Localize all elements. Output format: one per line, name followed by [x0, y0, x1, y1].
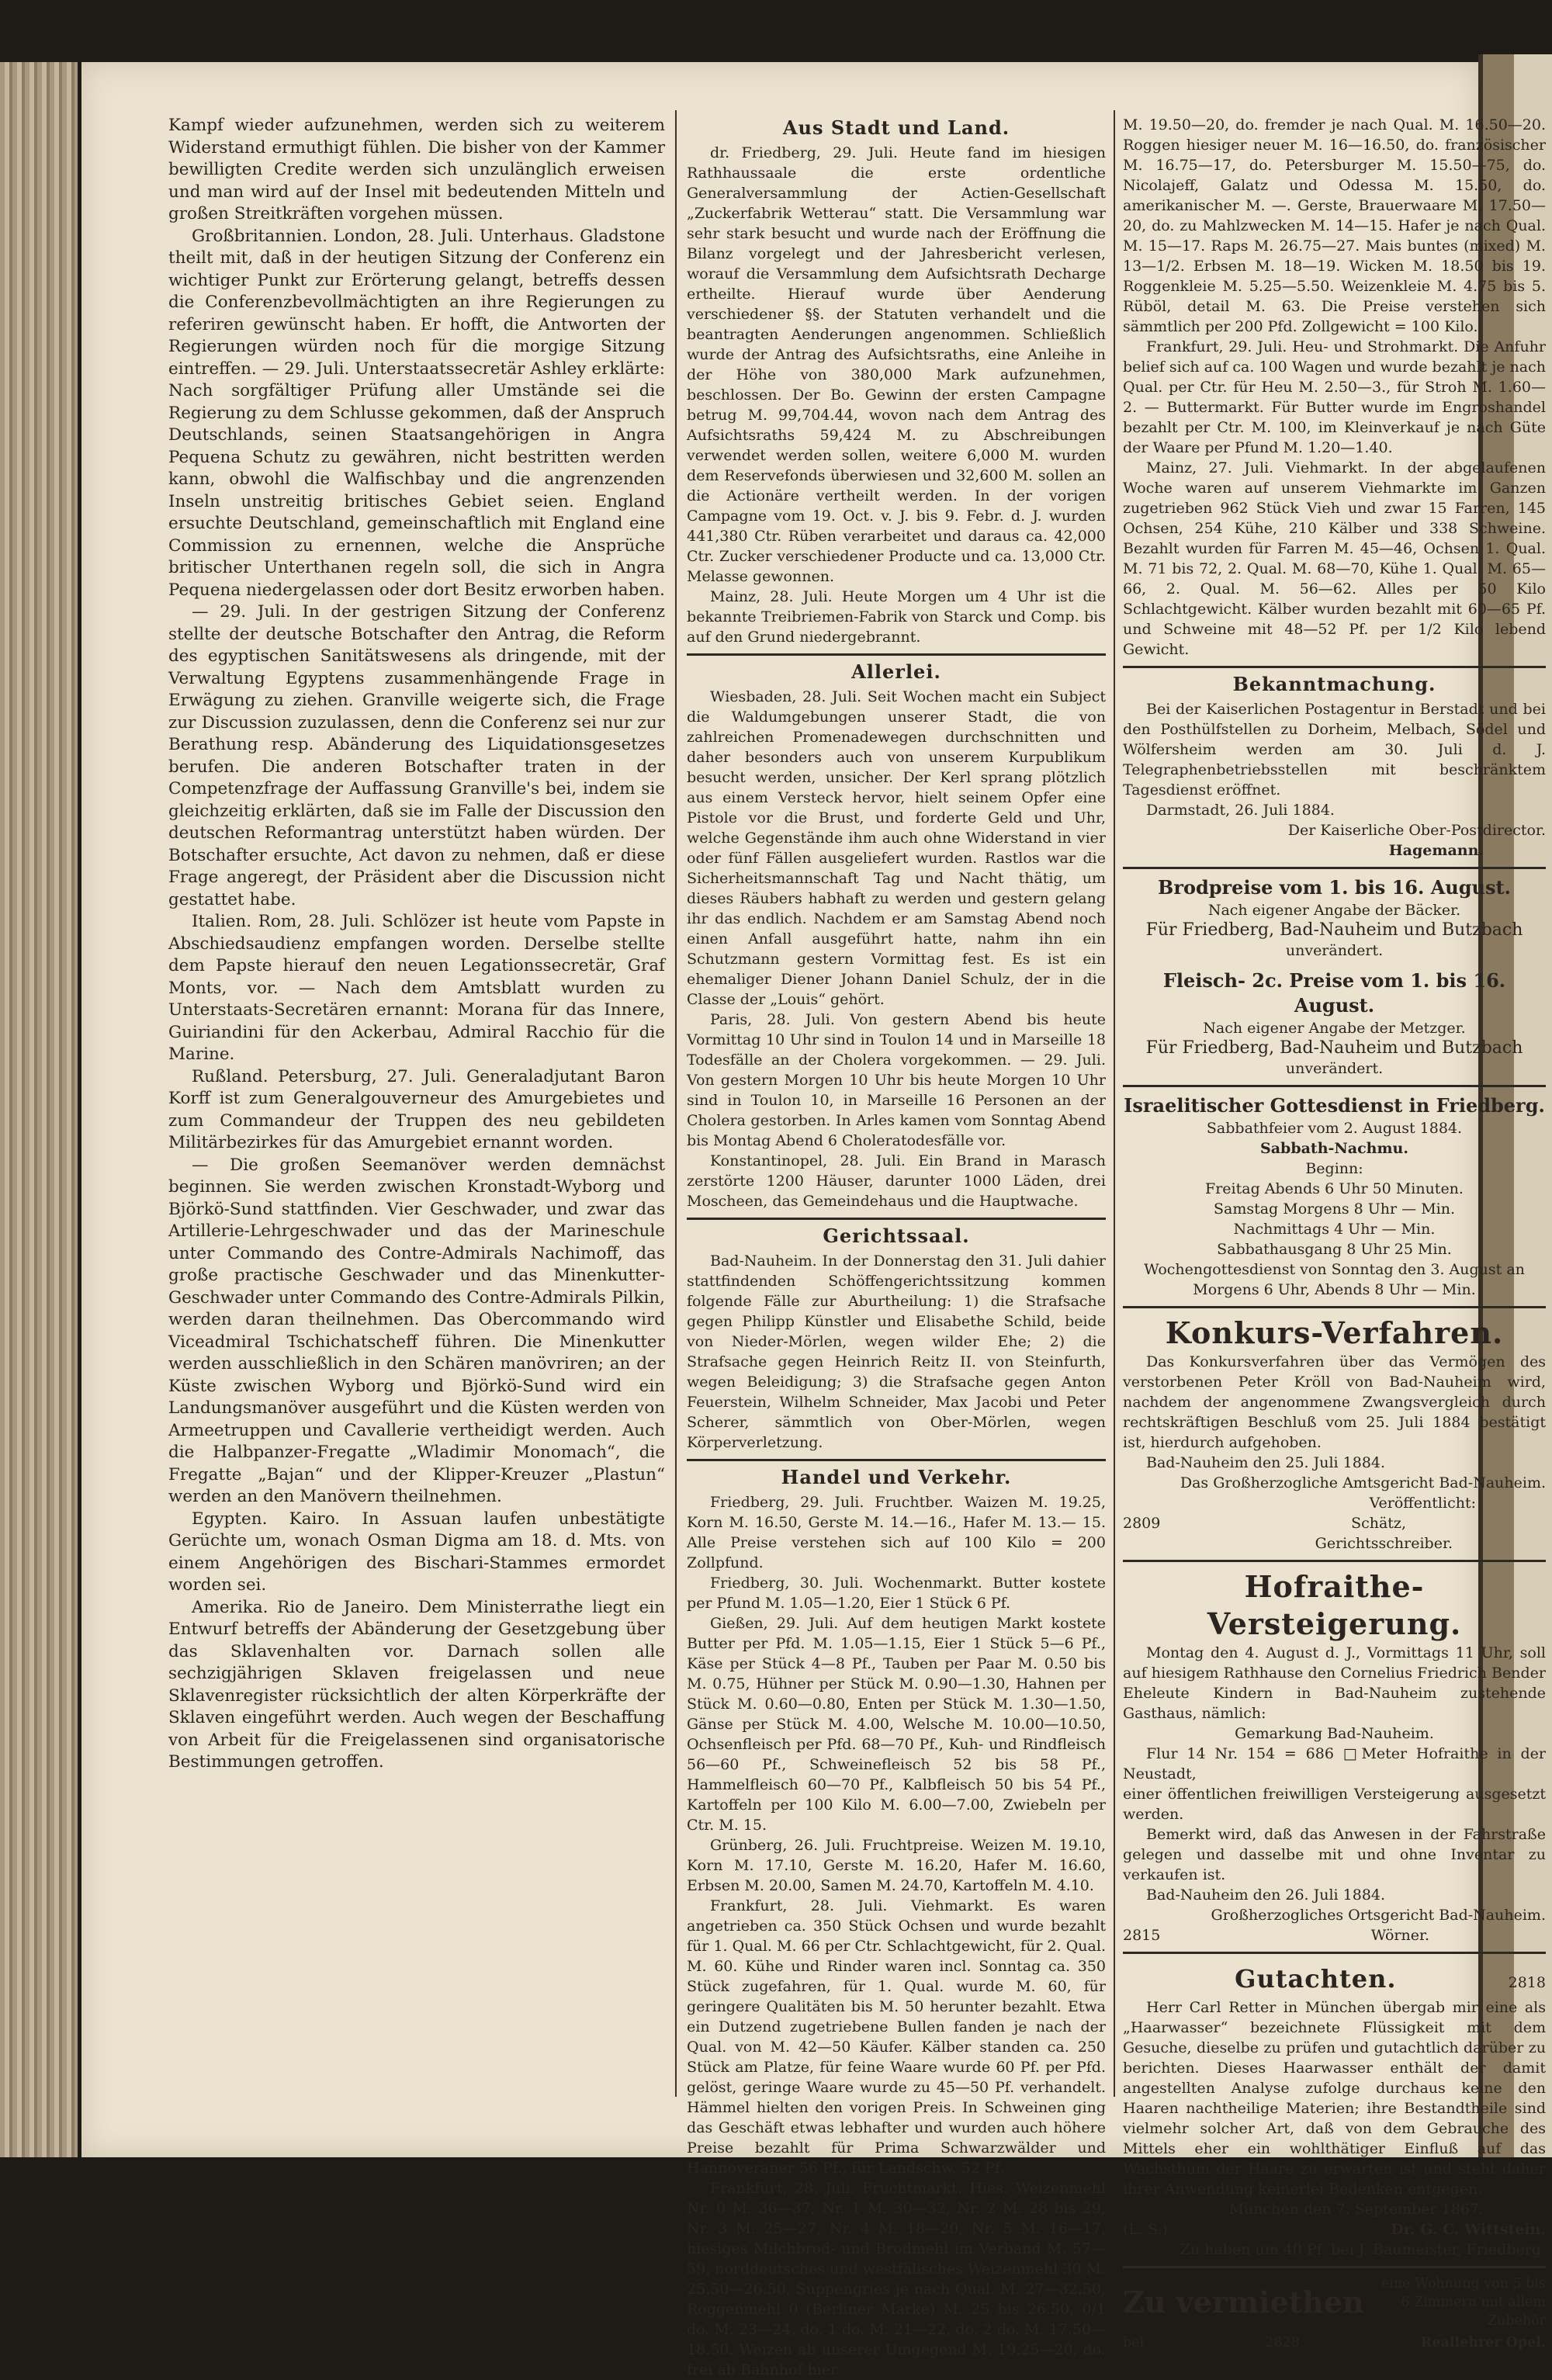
section-title-gericht: Gerichtssaal. — [823, 1225, 970, 1247]
divider — [687, 1459, 1106, 1461]
section-title-handel: Handel und Verkehr. — [781, 1466, 1012, 1488]
divider — [1123, 1306, 1546, 1308]
gottes-beginn: Beginn: — [1305, 1160, 1363, 1177]
notice-konkurs — [1123, 1315, 1546, 1554]
divider — [1123, 1952, 1546, 1954]
divider — [687, 653, 1106, 656]
konkurs-role: Gerichtsschreiber. — [1315, 1535, 1453, 1552]
brod-status: unverändert. — [1285, 942, 1384, 959]
notice-brodpreise — [1123, 875, 1546, 1079]
konkurs-date: Bad-Nauheim den 25. Juli 1884. — [1146, 1454, 1386, 1471]
gottes-line: Nachmittags 4 Uhr — Min. — [1233, 1221, 1436, 1238]
gottes-subtitle: Sabbathfeier vom 2. August 1884. — [1206, 1120, 1463, 1137]
section-title-allerlei: Allerlei. — [851, 660, 941, 683]
notice-name: Hagemann. — [1388, 842, 1484, 859]
paragraph: Grünberg, 26. Juli. Fruchtpreise. Weizen M. 19.10, Korn M. 17.10, Gerste M. 16.20, Hafer M. 16.60, Erbsen M. 20.00, Samen M. 24.70, Kartoffeln M. 4.10. — [687, 1837, 1106, 1894]
paragraph: dr. Friedberg, 29. Juli. Heute fand im hiesigen Rathhaussaale die erste ordentliche Generalversammlung der Actien-Gesellschaft „Zuckerfabrik Wetterau“ statt. Die Versammlung war sehr stark besucht und wurde nach der Eröffnung die Bilanz vorgelegt und der Jahresbericht verlesen, worauf die Versammlung dem Aufsichtsrath Decharge ertheilte. Hierauf wurde über Aenderung verschiedener §§. der Statuten verhandelt und die beantragten Aenderungen angenommen. Schließlich wurde der Antrag des Aufsichtsraths, eine Anleihe in der Höhe von 380,000 Mark aufzunehmen, beschlossen. Der Bo. Gewinn der ersten Campagne betrug M. 99,704.44, wovon nach dem Antrag des Aufsichtsraths 59,424 M. zu Abschreibungen verwendet werden sollen, weitere 6,000 M. wurden dem Reservefonds überwiesen und 32,600 M. sollen an die Actionäre vertheilt werden. In der vorigen Campagne vom 19. Oct. v. J. bis 9. Febr. d. J. wurden 441,380 Ctr. Rüben verarbeitet und daraus ca. 42,000 Ctr. Zucker verschiedener Producte und ca. 13,000 Ctr. Melasse gewonnen. — [687, 144, 1106, 585]
column-ads — [1123, 115, 1546, 2352]
gottes-line: Samstag Morgens 8 Uhr — Min. — [1213, 1200, 1456, 1218]
paragraph: Frankfurt, 28. Juli. Fruchtmarkt. Hies. Weizenmehl Nr. 0 M. 36—37, Nr. 1 M. 30—32, Nr. 2 M. 28 bis 29, Nr. 3 M. 25—27, Nr. 4 M. 18—20, Nr. 5 M. 16—17, hiesiges Milchbrod- und Brodmehl im Verband M. 57—59, norddeutsches und westfälisches Weizenmehl 30 M. 25.50—26.50, Suppengries je nach Qual. M. 27—32.50, Roggenmehl 0 (Berliner Marke) M. 25 bis 26.50, 0/1 do. M. 23—24, do. 1 do. M. 21—22, do. 2 do. M. 17.50—18.50. Weizen ab unserer Umgegend M. 19.25—20, do. frei ab Bahnhof hier — [687, 2180, 1106, 2378]
paragraph: Gießen, 29. Juli. Auf dem heutigen Markt kostete Butter per Pfd. M. 1.05—1.15, Eier 1 Stück 5—6 Pf., Käse per Stück 4—8 Pf., Tauben per Paar M. 0.50 bis M. 0.75, Hühner per Stück M. 0.90—1.30, Hahnen per Stück M. 0.60—0.80, Enten per Stück M. 1.30—1.50, Gänse per Stück M. 4.00, Welsche M. 10.00—10.50, Ochsenfleisch per Pfd. 68—70 Pf., Kuh- und Rindfleisch 56—60 Pf., Schweinefleisch 52 bis 58 Pf., Hammelfleisch 60—70 Pf., Kalbfleisch 50 bis 54 Pf., Kartoffeln per 100 Kilo M. 6.00—7.00, Zwiebeln per Ctr. M. 15. — [687, 1615, 1106, 1834]
fleisch-title: Fleisch- 2c. Preise vom 1. bis 16. August. — [1162, 969, 1506, 1017]
gut-text: Herr Carl Retter in München übergab mir eine als „Haarwasser“ bezeichnete Flüssigkeit mit dem Gesuche, dieselbe zu prüfen und gutachtlich darüber zu berichten. Dieses Haarwasser enthält der damit angestellten Analyse zufolge durchaus keine den Haaren nachtheilige Materien; ihre Bestandtheile sind vielmehr solcher Art, daß von dem Gebrauche des Mittels eher ein wohlthätiger Einfluß auf das Wachsthum der Haare zu erwarten ist und steht daher ihrer Anwendung keinerlei Bedenken entgegen. — [1123, 1999, 1546, 2198]
fleisch-subtitle: Nach eigener Angabe der Metzger. — [1203, 1020, 1466, 1037]
hof-flur: Flur 14 Nr. 154 = 686 □Meter Hofraithe in der Neustadt, — [1123, 1745, 1546, 1782]
paragraph: M. 19.50—20, do. fremder je nach Qual. M. 16.50—20. Roggen hiesiger neuer M. 16—16.50, do. französischer M. 16.75—17, do. Petersburger M. 15.50—75, do. Nicolajeff, Galatz und Odessa M. 15.50, do. amerikanischer M. —. Gerste, Brauerwaare M. 17.50—20, do. zu Mahlzwecken M. 14—15. Hafer je nach Qual. M. 15—17. Raps M. 26.75—27. Mais buntes (mixed) M. 13—1/2. Erbsen M. 18—19. Wicken M. 18.50 bis 19. Roggenkleie M. 5.25—5.50. Weizenkleie M. 4.75 bis 5. Rüböl, detail M. 63. Die Preise verstehen sich sämmtlich per 200 Pfd. Zollgewicht = 100 Kilo. — [1123, 116, 1546, 335]
gottes-line: Wochengottesdienst von Sonntag den 3. August an Morgens 6 Uhr, Abends 8 Uhr — Min. — [1144, 1261, 1525, 1298]
column-local — [687, 115, 1106, 2380]
paragraph: Mainz, 27. Juli. Viehmarkt. In der abgelaufenen Woche waren auf unserem Viehmarkte im Ganzen zugetrieben 962 Stück Vieh und zwar 15 Farren, 145 Ochsen, 254 Kühe, 210 Kälber und 338 Schweine. Bezahlt wurden für Farren M. 45—46, Ochsen 1. Qual. M. 71 bis 72, 2. Qual. M. 68—70, Kühe 1. Qual. M. 65—66, 2. Qual. M. 56—62. Alles per 50 Kilo Schlachtgewicht. Kälber wurden bezahlt mit 60—65 Pf. und Schweine mit 48—52 Pf. per 1/2 Kilo lebend Gewicht. — [1123, 459, 1546, 658]
paragraph: Bad-Nauheim. In der Donnerstag den 31. Juli dahier stattfindenden Schöffengerichtssitzung kommen folgende Fälle zur Aburtheilung: 1) die Strafsache gegen Philipp Künstler und Elisabethe Schild, beide von Nieder-Mörlen, wegen wilder Ehe; 2) die Strafsache gegen Heinrich Reitz II. von Steinfurth, wegen Beleidigung; 3) die Strafsache gegen Anton Feuerstein, Wilhelm Schneider, Max Jacobi und Peter Scherer, sämmtlich von Ober-Mörlen, wegen Körperverletzung. — [687, 1252, 1106, 1451]
notice-vermiethen — [1123, 2274, 1546, 2330]
paragraph-italy: Italien. Rom, 28. Juli. Schlözer ist heute vom Papste in Abschiedsaudienz empfangen worden. Derselbe stellte dem Papste hierauf den neuen Legationssecretär, Graf Monts, vor. — Nach dem Amtsblatt wurden zu Unterstaats-Secretären ernannt: Morana für das Innere, Guiriandini für den Ackerbau, Admiral Racchio für die Marine. — [168, 912, 665, 1064]
hof-number: 2815 — [1123, 1927, 1161, 1944]
paragraph-america: Amerika. Rio de Janeiro. Dem Ministerrathe liegt ein Entwurf betreffs der Abänderung der Gesetzgebung über das Sklavenhalten vor. Darnach sollen alle sechzigjährigen Sklaven freigelassen und neue Sklavenregister rücksichtlich der alten Körperkräfte der Sklaven eingeführt werden. Auch wegen der Beschaffung von Arbeit für die Freigelassenen sind organisatorische Bestimmungen getroffen. — [168, 1597, 665, 1772]
divider — [1123, 1560, 1546, 1562]
notice-hofraithe — [1123, 1568, 1546, 1945]
gottes-line: Freitag Abends 6 Uhr 50 Minuten. — [1205, 1180, 1464, 1197]
paragraph: Frankfurt, 29. Juli. Heu- und Strohmarkt. Die Anfuhr belief sich auf ca. 100 Wagen und wurde bezahlt je nach Qual. per Ctr. für Heu M. 2.50—3., für Stroh M. 1.60—2. — Buttermarkt. Für Butter wurde im Engroshandel bezahlt per Ctr. M. 100, im Kleinverkauf je nach Güte der Waare per Pfund M. 1.20—1.40. — [1123, 338, 1546, 456]
hof-gemarkung: Gemarkung Bad-Nauheim. — [1235, 1725, 1434, 1742]
paragraph-manoeuvre: — Die großen Seemanöver werden demnächst beginnen. Sie werden zwischen Kronstadt-Wyborg und Björkö-Sund stattfinden. Vier Geschwader, und zwar das Artillerie-Lehrgeschwader und das der Marineschule unter Commando des Contre-Admirals Nachimoff, das große practische Geschwader und das Minenkutter-Geschwader unter Commando des Contre-Admirals Pilkin, werden daran theilnehmen. Das Obercommando wird Viceadmiral Tschichatscheff führen. Die Minenkutter werden ausschließlich in den Schären manövriren; an der Küste zwischen Wyborg und Björkö-Sund wird ein Landungsmanöver ausgeführt und die Küsten werden von Armeetruppen und Cavallerie vertheidigt werden. Auch die Halbpanzer-Fregatte „Wladimir Monomach“, die Fregatte „Bajan“ und der Klipper-Kreuzer „Plastun“ werden an den Manövern theilnehmen. — [168, 1155, 665, 1506]
gut-date: München den 7. September 1867. — [1228, 2201, 1484, 2218]
verm-title: Zu vermiethen — [1123, 2285, 1364, 2319]
hof-text: Montag den 4. August d. J., Vormittags 11 Uhr, soll auf hiesigem Rathhause den Cornelius Friedrich Bender Eheleute Kindern in Bad-Nauheim zustehende Gasthaus, nämlich: — [1123, 1644, 1546, 1722]
notice-title: Bekanntmachung. — [1232, 673, 1436, 695]
hof-date: Bad-Nauheim den 26. Juli 1884. — [1146, 1886, 1386, 1904]
verm-name: Reallehrer Opel. — [1420, 2335, 1546, 2351]
fleisch-status: unverändert. — [1285, 1060, 1384, 1077]
konkurs-name: Schätz, — [1351, 1515, 1406, 1532]
paragraph-britain: Großbritannien. London, 28. Juli. Unterhaus. Gladstone theilt mit, daß in der heutigen Sitzung der Conferenz ein wichtiger Punkt zur Erörterung gelangt, betreffs dessen die Conferenzbevollmächtigten an ihre Regierungen zu referiren gewünscht haben. Er hofft, die Antworten der Regierungen würden noch für die morgige Sitzung eintreffen. — 29. Juli. Unterstaatssecretär Ashley erklärte: Nach sorgfältiger Prüfung aller Umstände sei die Regierung zu dem Schlusse gekommen, daß der Anspruch Deutschlands, seinen Staatsangehörigen in Angra Pequena Schutz zu gewähren, nicht bestritten werden kann, obwohl die Walfischbay und die angrenzenden Inseln unstreitig britisches Gebiet seien. England ersuchte Deutschland, gemeinschaftlich mit England eine Commission zu ernennen, welche die Ansprüche britischer Unterthanen regeln soll, die sich in Angra Pequena niedergelassen oder dort Besitz erworben haben. — [168, 226, 665, 600]
gut-title: Gutachten. — [1235, 1964, 1397, 1994]
verm-number: 2828 — [1265, 2335, 1300, 2351]
column-politics — [168, 115, 665, 1774]
column-rule-2 — [1114, 110, 1115, 2097]
gut-seal: (L. S.) — [1123, 2221, 1168, 2238]
konkurs-number: 2809 — [1123, 1515, 1161, 1532]
divider — [1123, 1085, 1546, 1087]
konkurs-text: Das Konkursverfahren über das Vermögen des verstorbenen Peter Kröll von Bad-Nauheim wird, nachdem der angenommene Zwangsvergleich durch rechtskräftigen Beschluß vom 25. Juli 1884 bestätigt ist, hierdurch aufgehoben. — [1123, 1353, 1546, 1451]
divider — [1123, 2266, 1546, 2268]
paragraph: Friedberg, 30. Juli. Wochenmarkt. Butter kostete per Pfund M. 1.05—1.20, Eier 1 Stück 6 Pf. — [687, 1575, 1106, 1612]
konkurs-title: Konkurs-Verfahren. — [1165, 1315, 1504, 1350]
verm-text: eine Wohnung von 5 bis 6 Zimmern mit allem Zubehör — [1381, 2276, 1546, 2329]
fleisch-place: Für Friedberg, Bad-Nauheim und Butzbach — [1145, 1038, 1523, 1058]
gottes-line: Sabbathausgang 8 Uhr 25 Min. — [1217, 1241, 1452, 1258]
paragraph: Friedberg, 29. Juli. Fruchtber. Waizen M. 19.25, Korn M. 16.50, Gerste M. 14.—16., Hafer M. 13.— 15. Alle Preise verstehen sich auf 100 Kilo = 200 Zollpfund. — [687, 1494, 1106, 1571]
gut-number: 2818 — [1508, 1974, 1546, 1991]
gottes-sabbath: Sabbath-Nachmu. — [1260, 1140, 1408, 1157]
gut-signature: Dr. G. C. Wittstein. — [1391, 2221, 1546, 2238]
hof-title: Hofraithe-Versteigerung. — [1207, 1569, 1462, 1641]
divider — [1123, 666, 1546, 668]
notice-signature: Der Kaiserliche Ober-Postdirector. — [1287, 822, 1546, 839]
paragraph: Konstantinopel, 28. Juli. Ein Brand in Marasch zerstörte 1200 Häuser, darunter 1000 Läden, drei Moscheen, das Gemeindehaus und die Hauptwache. — [687, 1152, 1106, 1210]
notice-bekanntmachung — [1123, 674, 1546, 861]
paragraph: Wiesbaden, 28. Juli. Seit Wochen macht ein Subject die Waldumgebungen unserer Stadt, die von zahlreichen Promenadewegen durchschnitten und daher besonders auch von unserem Kurpublikum besucht werden, unsicher. Der Kerl sprang plötzlich aus einem Versteck hervor, hielt seinem Opfer eine Pistole vor die Brust, und forderte Geld und Uhr, welche Gegenstände ihm auch ohne Widerstand in vier oder fünf Fällen ausgeliefert wurden. Rastlos war die Sicherheitsmannschaft Tag und Nacht thätig, um dieses Räubers habhaft zu werden und gestern gelang ihr das endlich. Nachdem er am Samstag Abend noch einen Anfall ausgeführt hatte, nahm ihn ein Schutzmann gestern Vormittag fest. Es ist ein ehemaliger Diener Johann Daniel Schulz, der in die Classe der „Louis“ gehört. — [687, 688, 1106, 1008]
konkurs-ver: Veröffentlicht: — [1369, 1495, 1476, 1512]
brod-title: Brodpreise vom 1. bis 16. August. — [1158, 876, 1511, 899]
hof-text2: einer öffentlichen freiwilligen Versteigerung ausgesetzt werden. — [1123, 1786, 1546, 1823]
book-edge — [0, 62, 78, 2157]
brod-place: Für Friedberg, Bad-Nauheim und Butzbach — [1145, 920, 1523, 940]
paragraph: Kampf wieder aufzunehmen, werden sich zu weiterem Widerstand ermuthigt fühlen. Die bisher von der Kammer bewilligten Credite werden sich unzulänglich erweisen und man wird auf der Insel mit bedeutenden Mitteln und großen Streitkräften vorgehen müssen. — [168, 116, 665, 223]
notice-text: Bei der Kaiserlichen Postagentur in Berstadt und bei den Posthülfstellen zu Dorheim, Melbach, Södel und Wölfersheim werden am 30. Juli d. J. Telegraphenbetriebsstellen mit beschränktem Tagesdienst eröffnet. — [1123, 701, 1546, 799]
hof-text3: Bemerkt wird, daß das Anwesen in der Fahrstraße gelegen und dasselbe mit und ohne Inventar zu verkaufen ist. — [1123, 1826, 1546, 1883]
paragraph-conference: — 29. Juli. In der gestrigen Sitzung der Conferenz stellte der deutsche Botschafter den Antrag, die Reform des egyptischen Sanitätswesens als dringende, mit der Verwaltung Egyptens zusammenhängende Frage in Erwägung zu ziehen. Granville weigerte sich, die Frage zur Discussion zuzulassen, denn die Conferenz sei nur zur Berathung resp. Abänderung des Liquidationsgesetzes berufen. Die anderen Botschafter traten in der Competenzfrage der Auffassung Granville's bei, indem sie gleichzeitig erklärten, daß sie im Falle der Discussion den deutschen Reformantrag unterstützt haben würden. Der Botschafter ersuchte, Act davon zu nehmen, daß er diese Frage angeregt, der Präsident aber die Discussion nicht gestattet habe. — [168, 602, 665, 909]
paragraph: Mainz, 28. Juli. Heute Morgen um 4 Uhr ist die bekannte Treibriemen-Fabrik von Starck und Comp. bis auf den Grund niedergebrannt. — [687, 588, 1106, 646]
hof-name: Wörner. — [1370, 1927, 1429, 1944]
divider — [687, 1218, 1106, 1220]
hof-court: Großherzogliches Ortsgericht Bad-Nauheim. — [1211, 1907, 1546, 1924]
brod-subtitle: Nach eigener Angabe der Bäcker. — [1207, 902, 1461, 919]
gottes-title: Israelitischer Gottesdienst in Friedberg. — [1124, 1094, 1545, 1117]
notice-gutachten — [1123, 1960, 1546, 2260]
notice-gottesdienst — [1123, 1093, 1546, 1300]
newspaper-page — [81, 62, 1546, 2378]
verm-bei: bei — [1123, 2335, 1145, 2351]
paragraph-egypt: Egypten. Kairo. In Assuan laufen unbestätigte Gerüchte um, wonach Osman Digma am 18. d. Mts. von einem Angehörigen des Bischari-Stammes ermordet worden sei. — [168, 1509, 665, 1595]
paragraph: Paris, 28. Juli. Von gestern Abend bis heute Vormittag 10 Uhr sind in Toulon 14 und in Marseille 18 Todesfälle an der Cholera vorgekommen. — 29. Juli. Von gestern Morgen 10 Uhr bis heute Morgen 10 Uhr sind in Toulon 10, in Marseille 16 Personen an der Cholera gestorben. In Arles kamen vom Sonntag Abend bis Montag Abend 6 Choleratodesfälle vor. — [687, 1011, 1106, 1149]
konkurs-court: Das Großherzogliche Amtsgericht Bad-Nauheim. — [1180, 1474, 1546, 1491]
paragraph-russia: Rußland. Petersburg, 27. Juli. Generaladjutant Baron Korff ist zum Generalgouverneur des Amurgebietes und zum Commandeur der Truppen des neu gebildeten Militärbezirkes für das Amurgebiet ernannt worden. — [168, 1066, 665, 1152]
column-rule-1 — [675, 110, 677, 2097]
section-title-stadt: Aus Stadt und Land. — [782, 116, 1010, 139]
paragraph: Frankfurt, 28. Juli. Viehmarkt. Es waren angetrieben ca. 350 Stück Ochsen und wurde bezahlt für 1. Qual. M. 66 per Ctr. Schlachtgewicht, für 2. Qual. M. 60. Kühe und Rinder waren incl. Sonntag ca. 350 Stück zugefahren, für 1. Qual. wurde M. 60, für geringere Qualitäten bis M. 50 herunter bezahlt. Etwa ein Dutzend zugetriebene Bullen fanden je nach der Qual. von M. 42—50 Käufer. Kälber standen ca. 250 Stück am Platze, für feine Waare wurde 60 Pf. per Pfd. gelöst, geringe Waare wurde zu 45—50 Pf. verhandelt. Hämmel hielten den vorigen Preis. In Schweinen ging das Geschäft etwas lebhafter und wurden auch höhere Preise bezahlt für Prima Schwarzwälder und Hannoveraner 56 Pf., für Landschw. 52 Pf. — [687, 1897, 1106, 2177]
gut-sale: Zu haben um 40 Pf. bei J. Baumeister, Friedberg. — [1180, 2241, 1546, 2258]
notice-date: Darmstadt, 26. Juli 1884. — [1146, 802, 1335, 819]
divider — [1123, 867, 1546, 869]
